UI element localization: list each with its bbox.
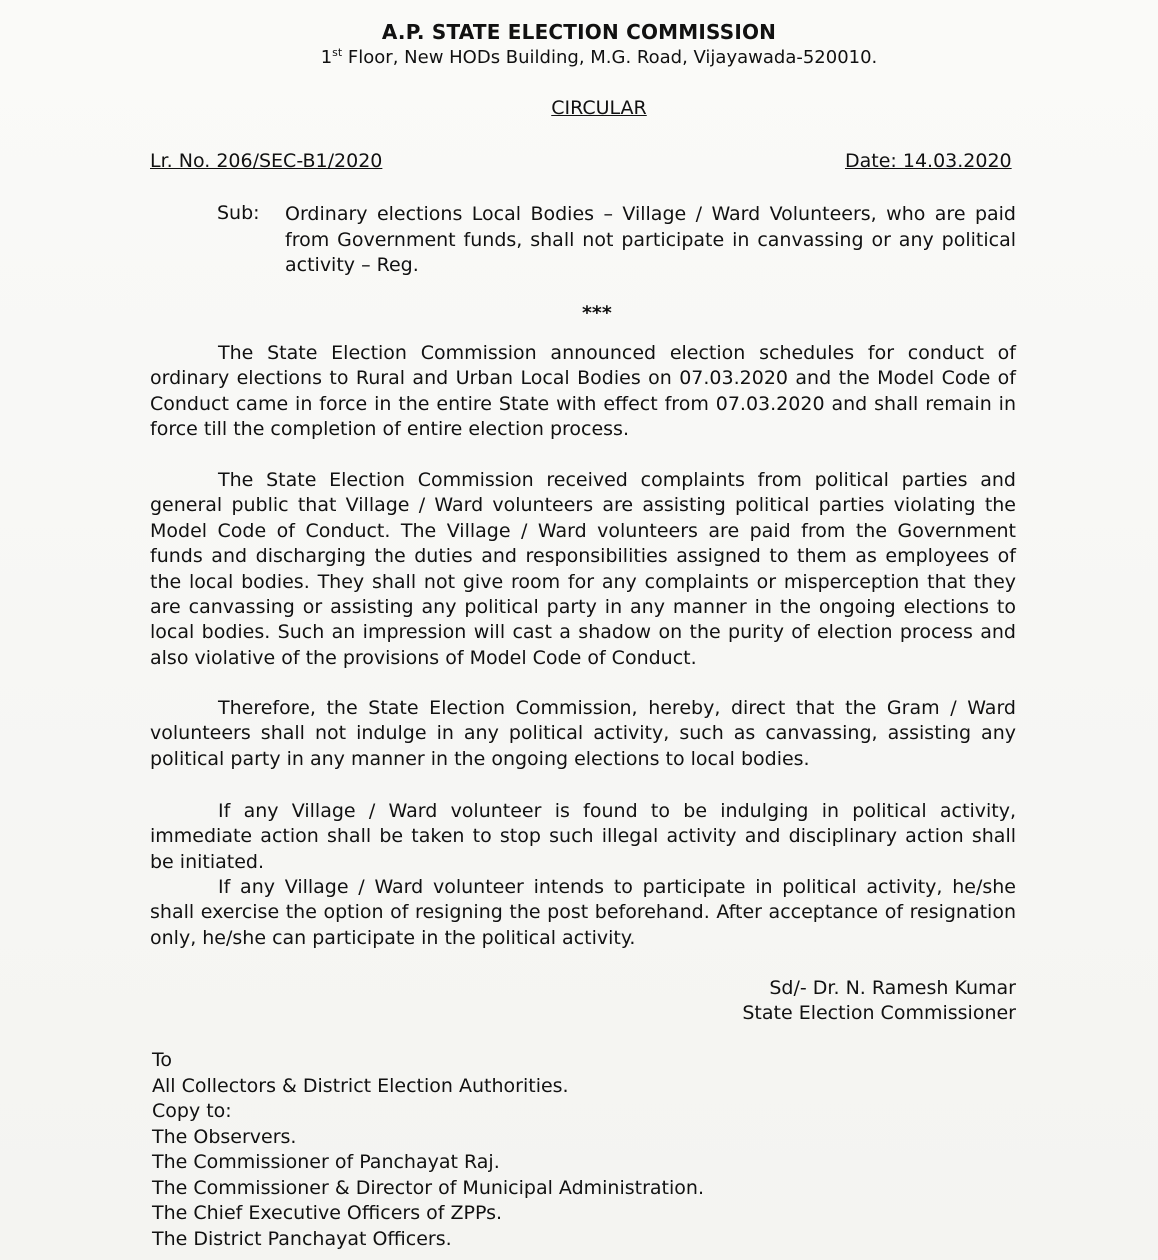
- address-text: Floor, New HODs Building, M.G. Road, Vijayawada-520010.: [342, 47, 878, 68]
- copy-recipient: The District Panchayat Officers.: [152, 1228, 452, 1250]
- to-recipient: All Collectors & District Election Authorities.: [152, 1075, 569, 1097]
- copy-recipient: The Commissioner & Director of Municipal Administration.: [152, 1177, 704, 1199]
- paragraph-1: The State Election Commission announced election schedules for conduct of ordinary elections to Rural and Urban Local Bodies on 07.03.2020 and the Model Code of Conduct came in force in the entire State with effect from 07.03.2020 and shall remain in force till the completion of entire election process.: [150, 342, 1016, 441]
- separator-stars: ***: [582, 302, 612, 324]
- paragraph-5: If any Village / Ward volunteer intends to participate in political activity, he/she shall exercise the option of resigning the post beforehand. After acceptance of resignation only, he/she can participate in the political activity.: [150, 876, 1016, 949]
- commission-address: [0, 46, 1158, 68]
- commission-title: A.P. STATE ELECTION COMMISSION: [381, 20, 777, 44]
- signature-name: Sd/- Dr. N. Ramesh Kumar: [769, 977, 1016, 999]
- to-label: To: [152, 1049, 173, 1071]
- copy-recipient: The Commissioner of Panchayat Raj.: [152, 1151, 500, 1173]
- copy-to-label: Copy to:: [152, 1100, 232, 1122]
- letter-date: Date: 14.03.2020: [845, 150, 1012, 172]
- copy-recipient: The Chief Executive Officers of ZPPs.: [152, 1202, 503, 1224]
- address-ordinal: 1: [320, 47, 333, 68]
- letter-reference: Lr. No. 206/SEC-B1/2020: [150, 150, 383, 172]
- circular-heading: CIRCULAR: [551, 97, 647, 119]
- paragraph-3: Therefore, the State Election Commission, hereby, direct that the Gram / Ward volunteers shall not indulge in any political activity, such as canvassing, assisting any political party in any manner in the ongoing elections to local bodies.: [150, 697, 1016, 770]
- subject-text: Ordinary elections Local Bodies – Village / Ward Volunteers, who are paid from Government funds, shall not participate in canvassing or any political activity – Reg.: [285, 203, 1016, 276]
- subject-label: Sub:: [217, 202, 260, 224]
- copy-recipient: The Observers.: [152, 1126, 297, 1148]
- paragraph-4: If any Village / Ward volunteer is found to be indulging in political activity, immediate action shall be taken to stop such illegal activity and disciplinary action shall be initiated.: [150, 800, 1016, 873]
- signature-designation: State Election Commissioner: [742, 1002, 1016, 1024]
- address-ordinal-suffix: st: [332, 46, 343, 59]
- paragraph-2: The State Election Commission received complaints from political parties and general public that Village / Ward volunteers are assisting political parties violating the Model Code of Conduct. The Village / Ward volunteers are paid from the Government funds and discharging the duties and responsibilities assigned to them as employees of the local bodies. They shall not give room for any complaints or misperception that they are canvassing or assisting any political party in any manner in the ongoing elections to local bodies. Such an impression will cast a shadow on the purity of election process and also violative of the provisions of Model Code of Conduct.: [150, 469, 1016, 669]
